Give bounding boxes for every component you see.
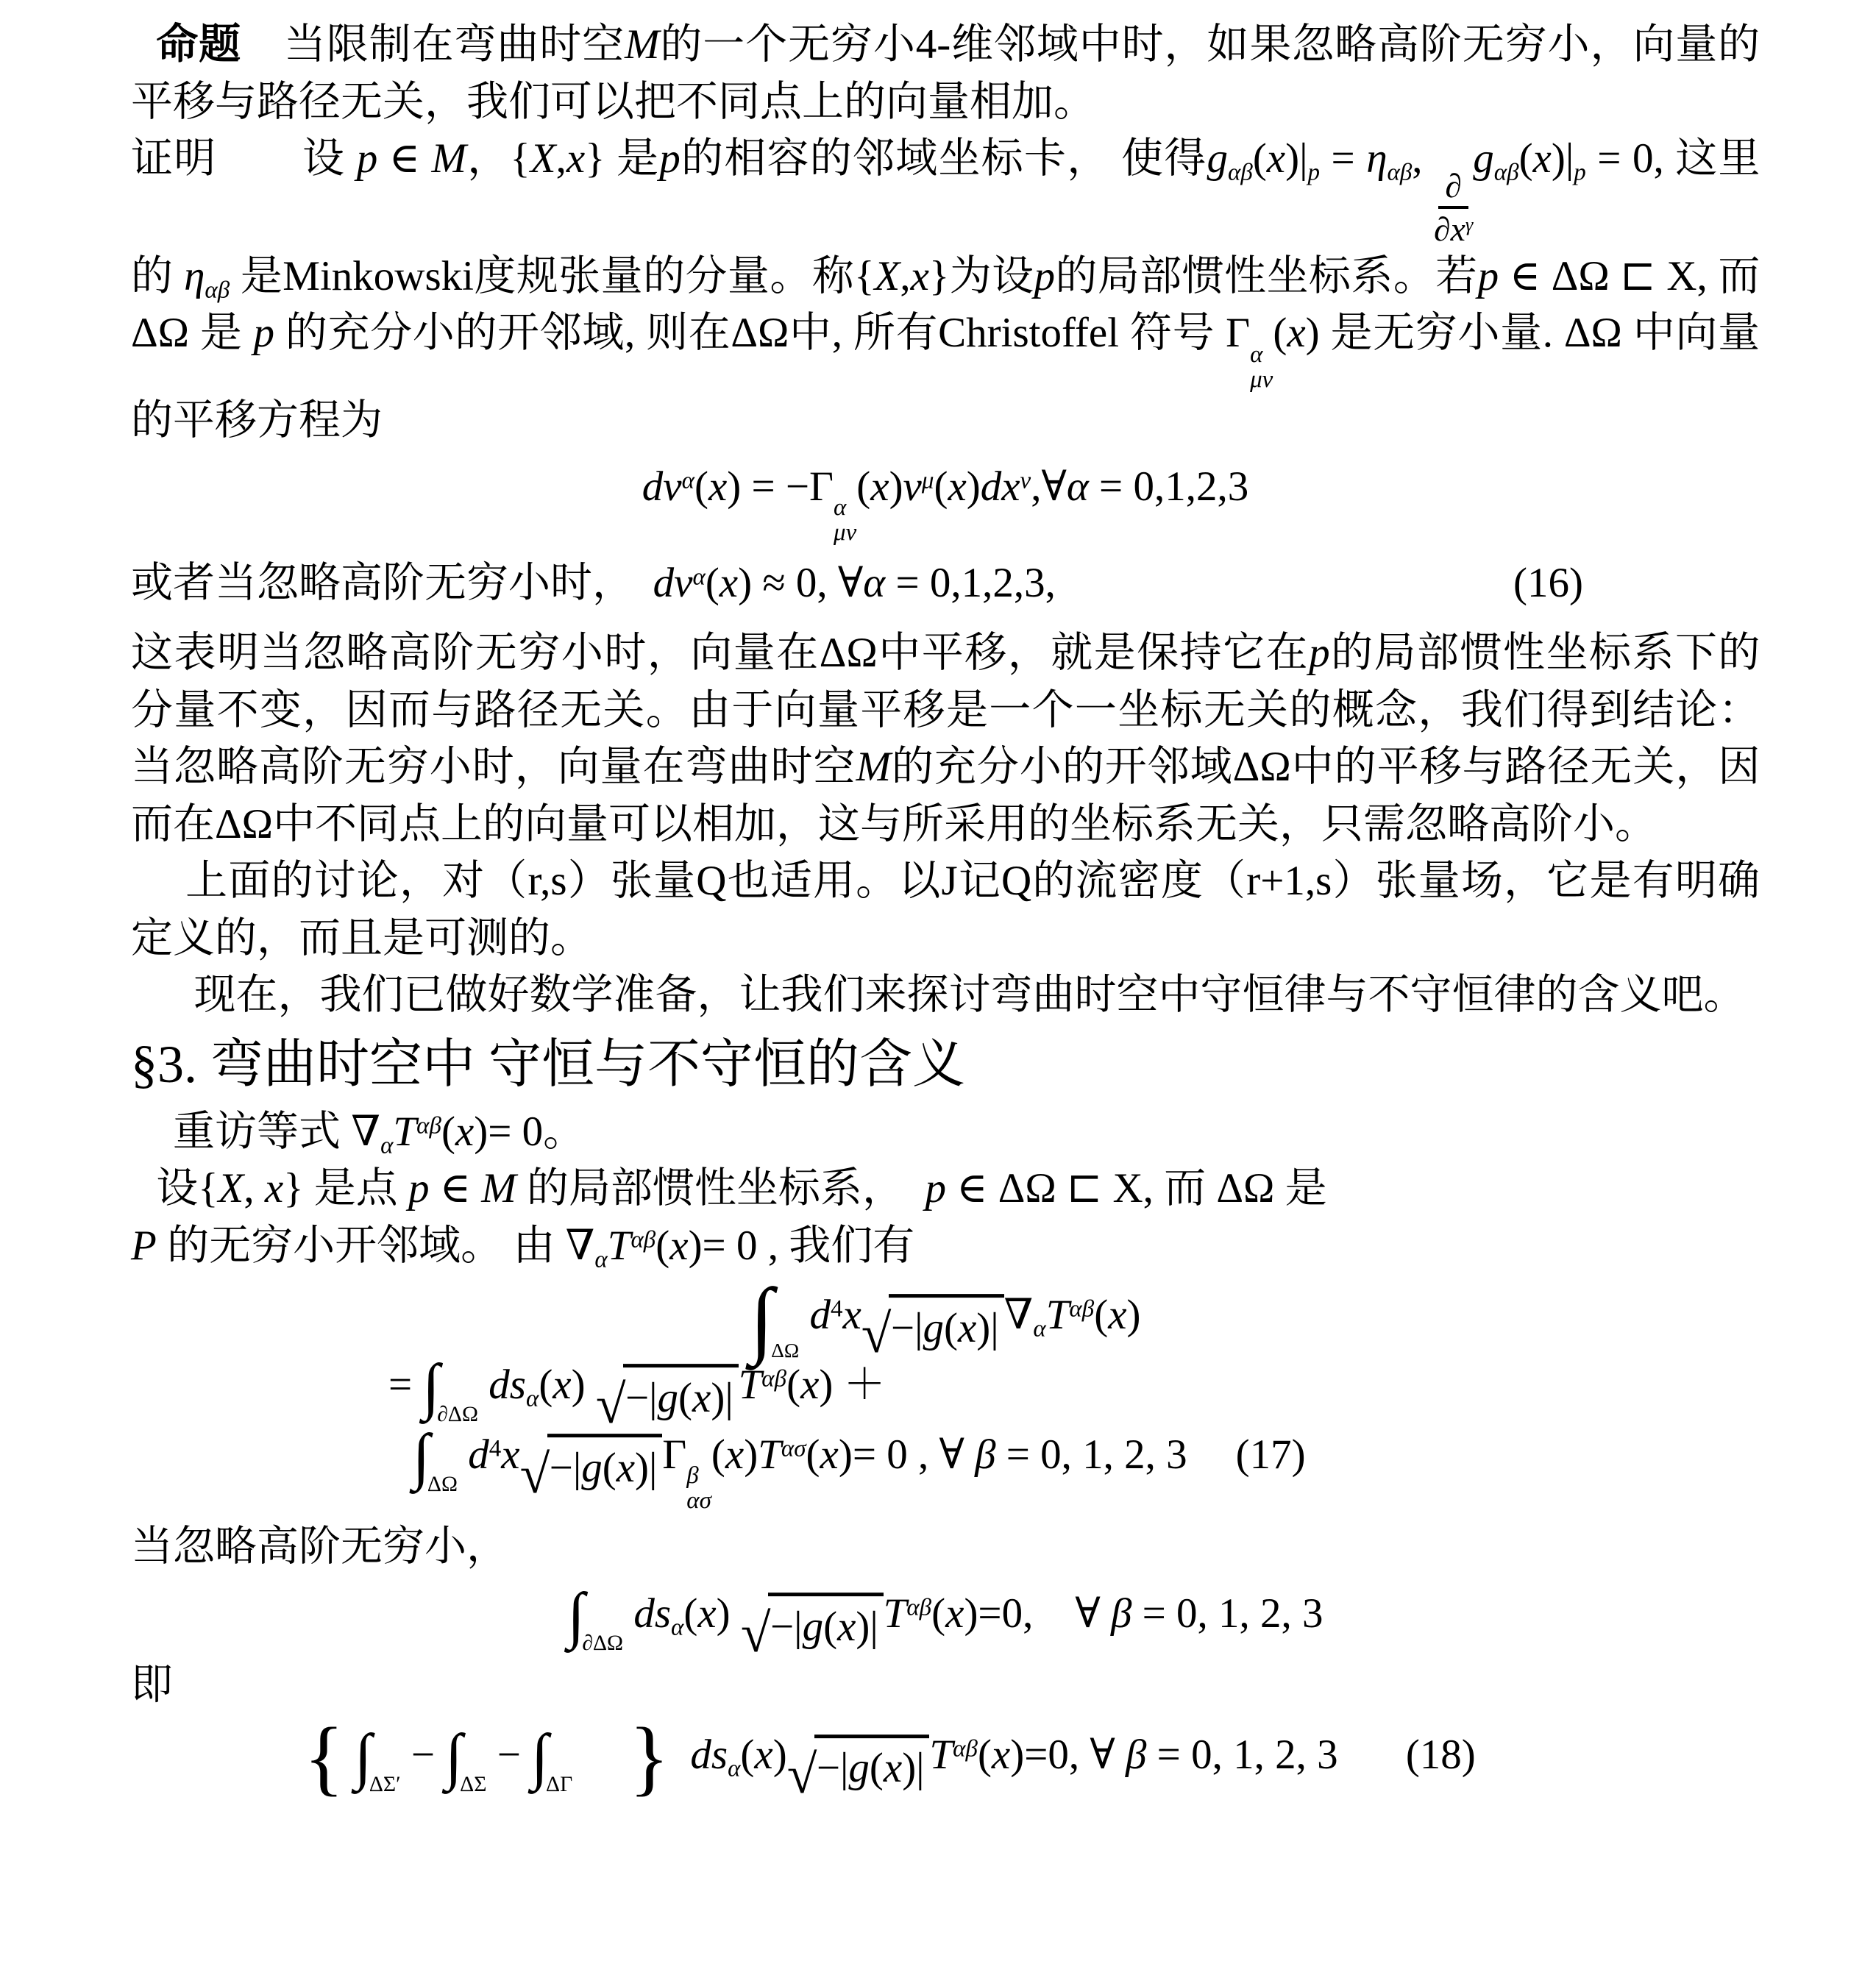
equation-surface-math: $\int_{\partial\Delta\Omega}$ $ds_\alpha(x)$ √ −|g(x)| $T^{\alpha\beta}(x)=0$, ∀ β = 0, 1, 2, 3: [567, 1581, 1323, 1665]
paragraph-proposition: [131, 16, 1760, 130]
section-heading: §3. 弯曲时空中 守恒与不守恒的含义: [131, 1034, 966, 1094]
equation-16-number: (16): [1513, 559, 1583, 606]
equation-translation-math: $dv^\alpha(x) = -\Gamma$ α μν $(x)v^\mu(x)dx^\nu,\forall\alpha = 0,1,2,3$: [642, 463, 1249, 547]
equation-17-line-3: [413, 1421, 1760, 1514]
line-ignore-higher-order: 当忽略高阶无穷小，: [131, 1523, 508, 1570]
paragraph-ready-note: 现在，我们已做好数学准备，让我们来探讨弯曲时空中守恒律与不守恒律的含义吧。: [193, 972, 1746, 1019]
proposition-text: 当限制在弯曲时空M的一个无穷小4-维邻域中时，如果忽略高阶无穷小，向量的平移与路径无关，我们可以把不同点上的向量相加。: [131, 21, 1760, 125]
line-let-coordinates-2: P 的无穷小开邻域。 由 $\nabla_\alpha T^{\alpha\beta}(x)= 0$ , 我们有: [131, 1223, 915, 1273]
line-let-coordinates-1: 设{X, x} 是点 p ∈ M 的局部惯性坐标系， p ∈ ΔΩ ⊏ X, 而 ΔΩ 是: [156, 1165, 1327, 1212]
equation-17-number: (17): [1235, 1431, 1306, 1478]
line-namely: 即: [131, 1661, 173, 1708]
equation-17-line-3-math: $\int_{\Delta\Omega}$ $d^4x$ √ −|g(x)| Γ β ασ $(x)T^{\alpha\sigma}(x)= 0$ , ∀ β = 0, 1, 2, 3: [413, 1421, 1187, 1514]
equation-17-line-2-math: = $\int_{\partial\Delta\Omega}$ $ds_\alpha(x)$ √ −|g(x)| $T^{\alpha\beta}(x)$ ＋: [388, 1352, 886, 1436]
eq18-flux-expression: $ds_\alpha(x)$ √ −|g(x)| $T^{\alpha\beta}(x)=0$, ∀ β = 0, 1, 2, 3: [690, 1732, 1338, 1806]
equation-translation: [131, 458, 1760, 546]
eq16-math: $dv^\alpha(x) \approx 0$, ∀α = 0,1,2,3,: [653, 559, 1056, 606]
line-revisit-equation: 重访等式 $\nabla_\alpha T^{\alpha\beta}(x)= 0$。: [173, 1108, 586, 1159]
eq18-integrals: $\int_{\Delta\Sigma'} - \int_{\Delta\Sigma} - \int_{\Delta\Gamma}$: [354, 1722, 573, 1797]
equation-surface-integral: [131, 1581, 1760, 1665]
paragraph-tensor-note: 上面的讨论，对（r,s）张量Q也适用。以J记Q的流密度（r+1,s）张量场，它是有明确定义的，而且是可测的。: [131, 858, 1760, 961]
proposition-label: 命题: [156, 21, 241, 68]
equation-17-line-1-math: $\int_{\Delta\Omega}$ $d^4x$ √ −|g(x)| $\nabla_\alpha T^{\alpha\beta}(x)$: [750, 1271, 1141, 1367]
eq16-lead-text: 或者当忽略高阶无穷小时，: [131, 559, 634, 606]
proof-text: 设 p ∈ M，{X,x} 是p的相容的邻域坐标卡， 使得$g_{\alpha\beta}(x)|_p = \eta_{\alpha\beta}$, $\frac{\partial}{\partial x^\gamma}$ $g_{\alpha\beta}(x)|_p = 0$, 这里的 $\eta_{\alpha\beta}$ 是Minkowski度规张量的分量。称{X,x}为设p的局部惯性坐标系。若p ∈ ΔΩ ⊏ X, 而 ΔΩ 是 p 的充分小的开邻域, 则在ΔΩ中, 所有Christoffel 符号 Γ α μν (x) 是无穷小量. ΔΩ 中向量的平移方程为: [131, 135, 1760, 444]
equation-17-line-1: [131, 1271, 1760, 1367]
paragraph-proof: [131, 130, 1760, 449]
proof-label: 证明: [131, 135, 217, 182]
eq18-right-brace: }: [629, 1710, 669, 1804]
equation-18: [304, 1710, 1760, 1806]
eq18-left-brace: {: [304, 1710, 344, 1804]
equation-18-number: (18): [1405, 1732, 1476, 1779]
equation-17-line-2: [388, 1352, 1760, 1436]
paragraph-discussion: 这表明当忽略高阶无穷小时，向量在ΔΩ中平移，就是保持它在p的局部惯性坐标系下的分量不变，因而与路径无关。由于向量平移是一个一坐标无关的概念，我们得到结论：当忽略高阶无穷小时，向量在弯曲时空M的充分小的开邻域ΔΩ中的平移与路径无关，因而在ΔΩ中不同点上的向量可以相加，这与所采用的坐标系无关，只需忽略高阶小。: [131, 630, 1760, 847]
equation-16-row: [131, 555, 1760, 612]
